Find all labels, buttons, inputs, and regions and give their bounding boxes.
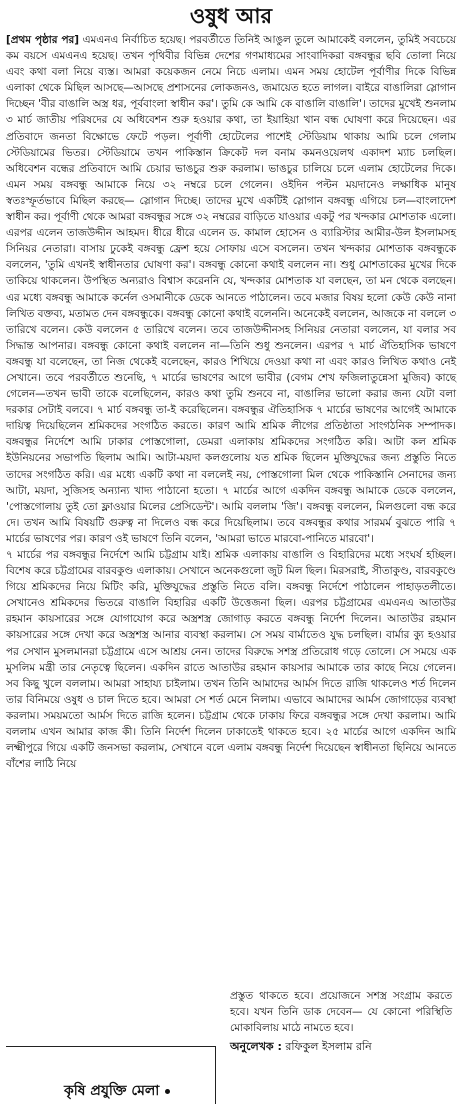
article-tail-paragraph: প্রস্তুত থাকতে হবে। প্রয়োজনে সশস্ত্র সংগ্রাম করতে হবে। যখন তিনি ডাক দেবেন— যে কোনো পরিস্থিতি মোকাবিলায় মাঠে নামতে হবে। xyxy=(230,990,452,1035)
paragraph-text: ৭ মার্চের পর বঙ্গবন্ধুর নির্দেশে আমি চট্টগ্রাম যাই। শ্রমিক এলাকায় বাঙালি ও বিহারিদের মধ্যে সংঘর্ষ হচ্ছিল। বিশেষ করে চট্টগ্রামের বারবকুণ্ড এলাকায়। সেখানে অনেকগুলো জুট মিল ছিল। মিরসরাই, সীতাকুণ্ড, বারবকুণ্ডে গিয়ে শ্রমিকদের নিয়ে মিটিং করি, মুক্তিযুদ্ধের প্রস্তুতি নিতে বলি। বঙ্গবন্ধু নির্দেশে পাঠালেন পাহাড়তলীতে। সেখানেও শ্রমিকদের ভিতরে বাঙালি বিহারির একটি উত্তেজনা ছিল। এরপর চট্টগ্রামের এমএনএ আতাউর রহমান কায়সারের সঙ্গে যোগাযোগ করে অস্ত্রশস্ত্র জোগাড় করতে বঙ্গবন্ধু নির্দেশ দিলেন। আতাউর রহমান কায়সারের সঙ্গে দেখা করে অস্ত্রশস্ত্র আনার ব্যবস্থা করলাম। সে সময় বার্মাতেও যুদ্ধ চলছিল। বার্মার ক্যু হওয়ার পর সেখান মুসলমানরা চট্টগ্রামে এসে আশ্রয় নেন। তাদের বিরুদ্ধে সশস্ত্র প্রতিরোধ গড়ে তোলে। সে সময়ে এক মুসলিম মন্ত্রী তার নেতৃত্বে ছিলেন। একদিন রাতে আতাউর রহমান কায়সার আমাকে তার কাছে নিয়ে গেলেন। সব কিছু খুলে বললাম। আমরা সাহায্য চাইলাম। তখন তিনি আমাদের আর্মস দিতে রাজি থাকলেও শর্ত দিলেন তার বিনিময়ে ওষুধ ও চাল দিতে হবে। আমরা সে শর্ত মেনে নিলাম। এভাবে আমাদের আর্মস জোগাড়ের ব্যবস্থা করলাম। সময়মতো আর্মস দিতে রাজি হলেন। চট্টগ্রাম থেকে ঢাকায় ফিরে বঙ্গবন্ধুর সঙ্গে দেখা করলাম। আমি বললাম এখন আমার কাজ কী। তিনি নির্দেশ দিলেন ঢাকাতেই থাকতে হবে। ২৫ মার্চের আগে একদিন আমি লক্ষ্মীপুরে গিয়ে একটি জনসভা করলাম, সেখানে বলে এলাম বঙ্গবন্ধু নির্দেশ দিয়েছেন স্বাধীনতা ছিনিয়ে আনতে বাঁশের লাঠি নিয়ে xyxy=(6,549,456,771)
next-story-teaser[interactable] xyxy=(64,1082,170,1100)
article-paragraph xyxy=(6,32,456,547)
teaser-headline: কৃষি প্রযুক্তি মেলা xyxy=(64,1083,160,1099)
next-story-box xyxy=(6,1046,216,1104)
article-column xyxy=(6,2,456,772)
article-paragraph xyxy=(6,547,456,772)
continued-from-label: [প্রথম পৃষ্ঠার পর] xyxy=(6,34,79,46)
paragraph-text: এমএনএ নির্বাচিত হয়েছ। পরবর্তীতে তিনিই আঙুল তুলে আমাকেই বললেন, তুমিই সবচেয়ে কম বয়সে এমএনএ হয়েছ। তখন পৃথিবীর বিভিন্ন দেশের গণমাধ্যমের সাংবাদিকরা বঙ্গবন্ধুর ছবি তোলা নিয়ে এবং কথা বলা নিয়ে ব্যস্ত। আমরা কয়েকজন নেমে নিচে এলাম। এমন সময় হোটেল পূর্বাণীর দিকে বিভিন্ন এলাকা থেকে মিছিল আসছে—আসছে প্রশাসনের লোকজনও, জমায়েত হতে লাগল। বাইরে বাঙালিরা স্লোগান দিচ্ছেন 'বীর বাঙালি অস্ত্র ধর, পূর্ববাংলা স্বাধীন কর'। তুমি কে আমি কে বাঙালি বাঙালি'। তাদের মুখেই শুনলাম ৩ মার্চ জাতীয় পরিষদের যে অধিবেশন শুরু হওয়ার কথা, তা ইয়াহিয়া খান বন্ধ ঘোষণা করে দিয়েছেন। এর প্রতিবাদে জনতা বিক্ষোভে ফেটে পড়ল। পূর্বাণী হোটেলের পাশেই স্টেডিয়াম থাকায় আমি চলে গেলাম স্টেডিয়ামের ভিতর। স্টেডিয়ামে তখন পাকিস্তান ক্রিকেট দল বনাম কমনওয়েলথ একাদশ ম্যাচ চলছিল। অধিবেশন বন্ধের প্রতিবাদে আমি চেয়ার ভাঙচুর শুরু করলাম। ভাঙচুর চালিয়ে চলে এলাম হোটেলের দিকে। এমন সময় বঙ্গবন্ধু আমাকে নিয়ে ৩২ নম্বরে চলে গেলেন। ওইদিন পল্টন ময়দানেও লক্ষাধিক মানুষ স্বতঃস্ফূর্তভাবে মিছিল করছে— স্লোগান দিচ্ছে। তাদের মুখে একটিই স্লোগান বঙ্গবন্ধু এগিয়ে চল—বাংলাদেশ স্বাধীন কর। পূর্বাণী থেকে আমরা বঙ্গবন্ধুর সঙ্গে ৩২ নম্বরের বাড়িতে যাওয়ার একটু পর খন্দকার মোশতাক এলো। এরপর এলেন তাজউদ্দীন আহমদ। ধীরে ধীরে এলেন ড. কামাল হোসেন ও ব্যারিস্টার আমীর-উল ইসলামসহ সিনিয়র নেতারা। বাসায় ঢুকেই বঙ্গবন্ধু ফ্রেশ হয়ে সোফায় এসে বসলেন। তখন খন্দকার মোশতাক বঙ্গবন্ধুকে বললেন, 'তুমি এখনই স্বাধীনতার ঘোষণা কর'। বঙ্গবন্ধু কোনো কথাই বললেন না। শুধু মোশতাকের মুখের দিকে তাকিয়ে থাকলেন। উপস্থিত অন্যরাও বিশ্বাস করেননি যে, খন্দকার মোশতাক যা বলছেন, তা মন থেকে বলছেন। এর মধ্যে বঙ্গবন্ধু আমাকে কর্নেল ওসমানীকে ডেকে আনতে পাঠালেন। তবে মজার বিষয় হলো কেউ কেউ নানা লিখিত বক্তব্য, মতামত দেন বঙ্গবন্ধুকে। বঙ্গবন্ধু কোনো কথাই বলেননি। অনেকেই বললেন, আজকে না বললে ৩ তারিখে বলেন। কেউ বললেন ৫ তারিখে বলেন। তবে তাজউদ্দীনসহ সিনিয়র নেতারা বললেন, যা বলার সব সিদ্ধান্ত আপনার। বঙ্গবন্ধু কোনো কথাই বললেন না—তিনি শুধু শুনলেন। এরপর ৭ মার্চ ঐতিহাসিক ভাষণে বঙ্গবন্ধু যা বলেছেন, তা নিজ থেকেই বলেছেন, কারও শিখিয়ে দেওয়া কথা না এবং কারও লিখিত কথাও নেই সেখানে। তবে পরবর্তীতে শুনেছি, ৭ মার্চের ভাষণের আগে ভাবীর (বেগম শেখ ফজিলাতুন্নেসা মুজিব) কাছে গেলেন—তখন ভাবী তাকে বলেছিলেন, কারও কথা তুমি শুনবে না, বাঙালির ভালো করার জন্য যেটা বলা দরকার সেটাই বলবে। ৭ মার্চ বঙ্গবন্ধু তা-ই করেছিলেন। বঙ্গবন্ধুর ঐতিহাসিক ৭ মার্চের ভাষণের আগেই আমাকে দায়িত্ব দিয়েছিলেন শ্রমিকদের সংগঠিত করতে। কারণ আমি শ্রমিক লীগের প্রতিষ্ঠাতা সাংগঠনিক সম্পাদক। বঙ্গবন্ধুর নির্দেশে আমি ঢাকার পোস্তগোলা, ডেমরা এলাকায় শ্রমিকদের সংগঠিত করি। আটা কল শ্রমিক ইউনিয়নের সভাপতি ছিলাম আমি। আটা-ময়দা কলগুলোয় যত শ্রমিক ছিলেন মুক্তিযুদ্ধের জন্য প্রস্তুতি নিতে তাদের সংগঠিত করি। এর মধ্যে একটি কথা না বললেই নয়, পোস্তগোলা মিল থেকে পাকিস্তানি সেনাদের জন্য আটা, ময়দা, সুজিসহ অন্যান্য খাদ্য পাঠানো হতো। ৭ মার্চের আগে একদিন বঙ্গবন্ধু আমাকে ডেকে বললেন, 'পোস্তগোলায় তুই তো ফ্লাওয়ার মিলের প্রেসিডেন্ট'। আমি বললাম 'জি'। বঙ্গবন্ধু বললেন, মিলগুলো বন্ধ করে দে। তখন আমি বিষয়টি গুরুত্ব না দিলেও বন্ধ করে দিয়েছিলাম। তবে বঙ্গবন্ধুর কথার সারমর্ম বুঝতে পারি ৭ মার্চের ভাষণের পর। কারণ ওই ভাষণে তিনি বলেন, 'আমরা ভাতে মারবো-পানিতে মারবো'। xyxy=(6,34,456,545)
author-credit xyxy=(230,1038,452,1056)
author-name: রফিকুল ইসলাম রনি xyxy=(285,1040,372,1054)
author-label: অনুলেখক : xyxy=(230,1040,282,1054)
article-signoff xyxy=(230,988,452,1056)
bullet-dot-icon xyxy=(165,1089,170,1094)
article-title: ওষুধ আর xyxy=(189,4,273,28)
